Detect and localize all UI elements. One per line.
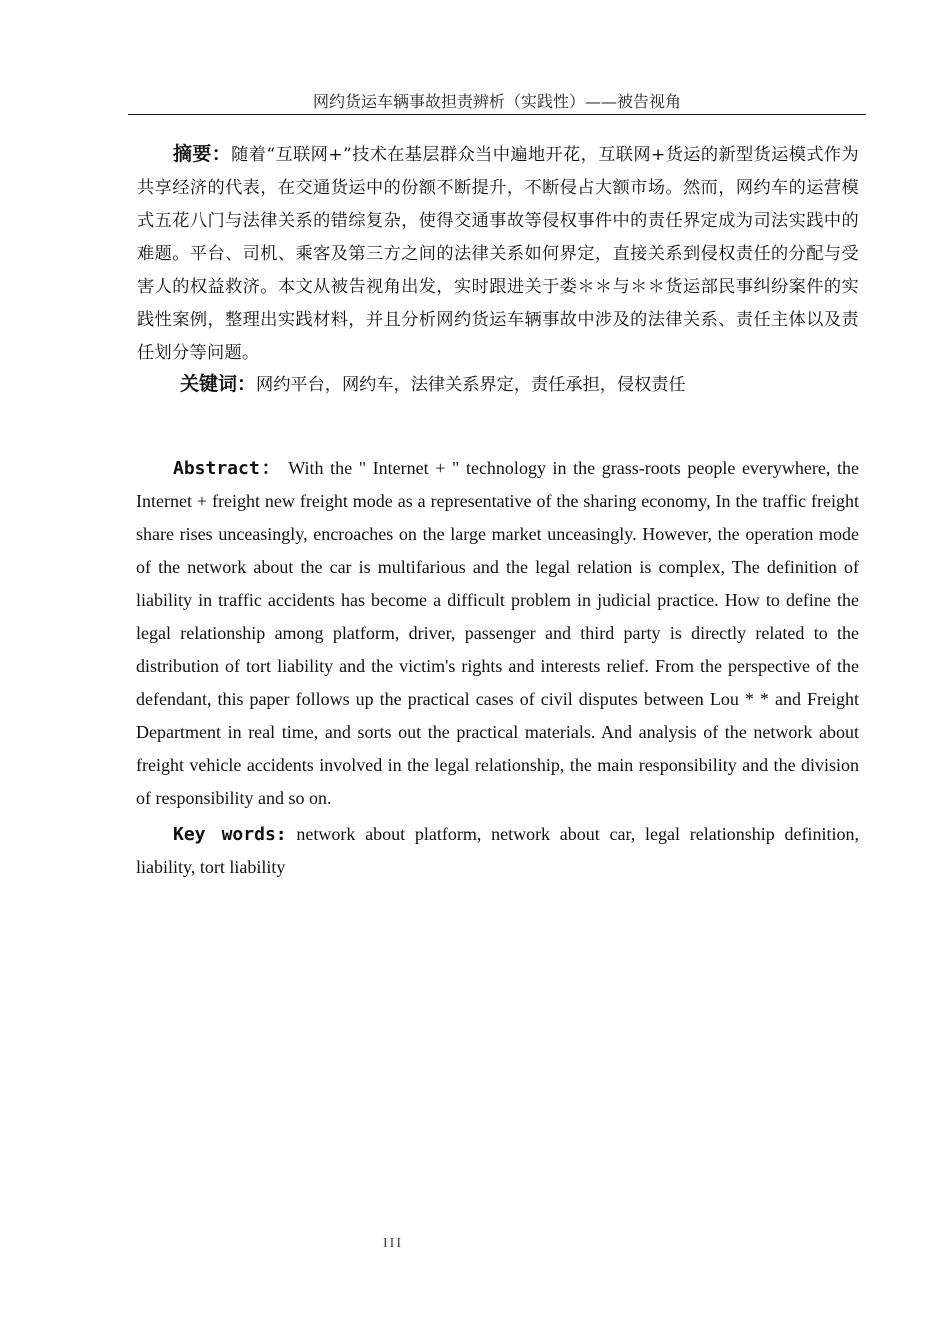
chinese-abstract xyxy=(137,138,859,370)
english-keywords xyxy=(136,818,859,884)
english-abstract-text: With the " Internet + " technology in the grass-roots people everywhere, the Internet + freight new freight mode as a representative of the sharing economy, In the traffic freight share rises unceasingly, encroaches on the large market unceasingly. However, the operation mode of the network about the car is multifarious and the legal relation is complex, The definition of liability in traffic accidents has become a difficult problem in judicial practice. How to define the legal relationship among platform, driver, passenger and third party is directly related to the distribution of tort liability and the victim's rights and interests relief. From the perspective of the defendant, this paper follows up the practical cases of civil disputes between Lou * * and Freight Department in real time, and sorts out the practical materials. And analysis of the network about freight vehicle accidents involved in the legal relationship, the main responsibility and the division of responsibility and so on. xyxy=(136,458,859,808)
chinese-abstract-text: 随着“互联网+”技术在基层群众当中遍地开花，互联网+货运的新型货运模式作为共享经济的代表，在交通货运中的份额不断提升，不断侵占大额市场。然而，网约车的运营模式五花八门与法律关系的错综复杂，使得交通事故等侵权事件中的责任界定成为司法实践中的难题。平台、司机、乘客及第三方之间的法律关系如何界定，直接关系到侵权责任的分配与受害人的权益救济。本文从被告视角出发，实时跟进关于娄＊＊与＊＊货运部民事纠纷案件的实践性案例，整理出实践材料，并且分析网约货运车辆事故中涉及的法律关系、责任主体以及责任划分等问题。 xyxy=(137,145,859,363)
chinese-abstract-label: 摘要： xyxy=(173,143,232,165)
page-number: III xyxy=(383,1236,403,1251)
running-header-title: 网约货运车辆事故担责辨析（实践性）——被告视角 xyxy=(312,92,681,111)
english-keywords-text: network about platform, network about car, legal relationship definition, liability, tort liability xyxy=(136,824,859,877)
chinese-keywords xyxy=(180,369,686,400)
english-keywords-label: Key words: xyxy=(173,824,287,845)
english-abstract xyxy=(136,452,859,815)
chinese-keywords-text: 网约平台，网约车，法律关系界定，责任承担，侵权责任 xyxy=(256,375,686,395)
header-divider xyxy=(128,114,866,115)
chinese-keywords-label: 关键词： xyxy=(180,373,257,395)
english-abstract-label: Abstract： xyxy=(173,458,282,479)
